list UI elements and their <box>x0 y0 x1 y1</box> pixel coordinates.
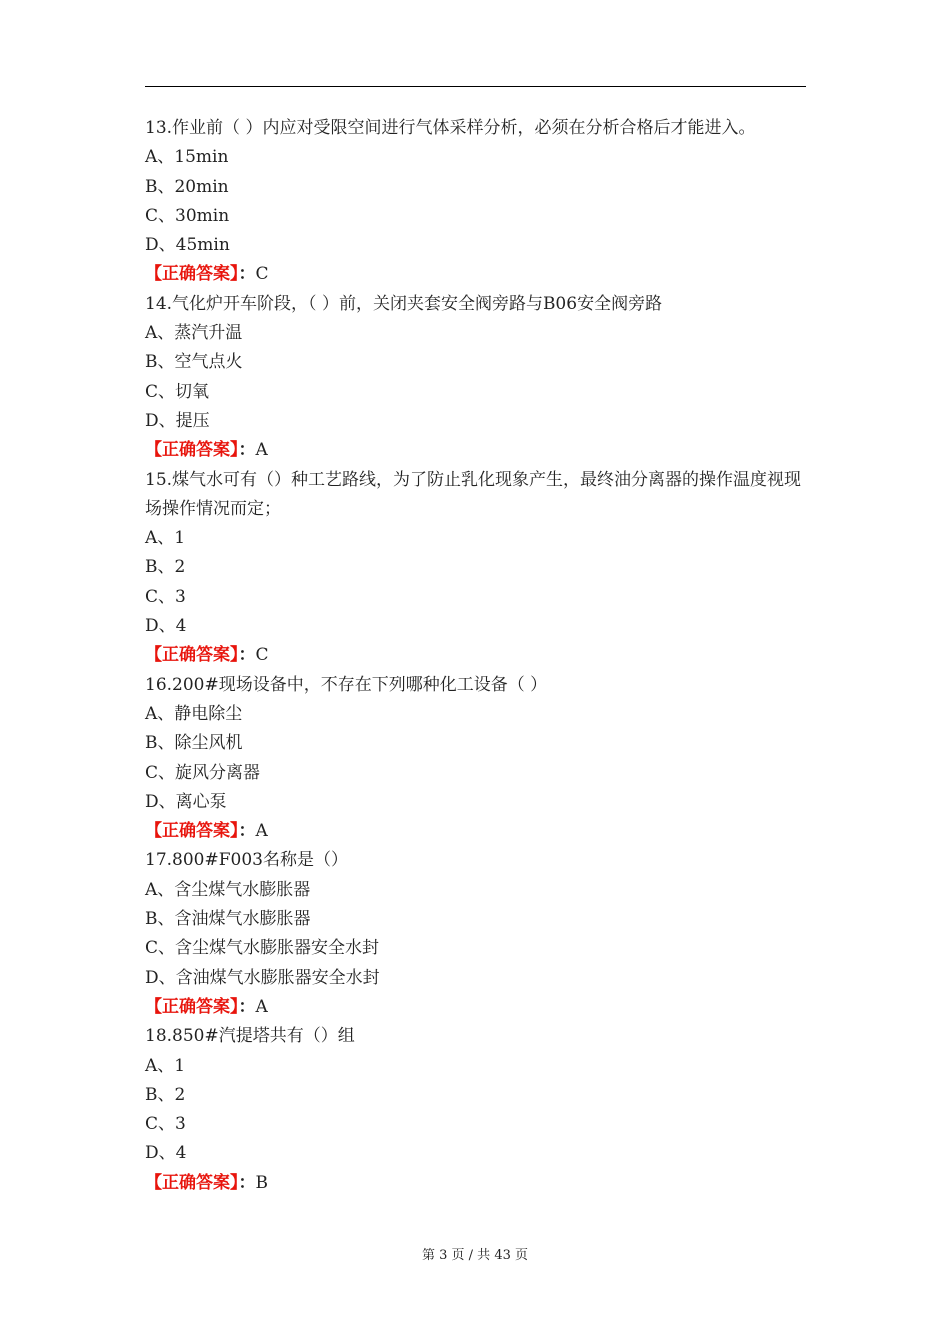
answer-line <box>145 1169 810 1198</box>
question-13 <box>145 114 810 290</box>
answer-label: 【正确答案】 <box>145 996 239 1017</box>
option-c: C、旋风分离器 <box>145 762 261 783</box>
option-d: D、离心泵 <box>145 791 227 812</box>
answer-label: 【正确答案】 <box>145 264 239 285</box>
answer-line <box>145 260 810 289</box>
option-a: A、静电除尘 <box>145 703 243 724</box>
option-d: D、4 <box>145 616 187 637</box>
option-b: B、2 <box>145 557 186 578</box>
answer-label: 【正确答案】 <box>145 821 239 842</box>
question-16 <box>145 671 810 847</box>
answer-line <box>145 641 810 670</box>
question-stem: 15.煤气水可有（）种工艺路线，为了防止乳化现象产生，最终油分离器的操作温度视现场操作情况而定； <box>145 469 802 519</box>
answer-value: C <box>255 645 269 666</box>
question-17 <box>145 846 810 1022</box>
question-14 <box>145 290 810 466</box>
answer-label: 【正确答案】 <box>145 645 239 666</box>
answer-label: 【正确答案】 <box>145 440 239 461</box>
option-c: C、3 <box>145 586 186 607</box>
option-d: D、含油煤气水膨胀器安全水封 <box>145 967 380 988</box>
option-b: B、含油煤气水膨胀器 <box>145 909 311 930</box>
answer-line <box>145 436 810 465</box>
option-a: A、15min <box>145 147 229 168</box>
question-18 <box>145 1022 810 1198</box>
answer-line <box>145 993 810 1022</box>
option-d: D、提压 <box>145 410 210 431</box>
option-b: B、20min <box>145 176 229 197</box>
option-a: A、蒸汽升温 <box>145 323 243 344</box>
question-list <box>145 114 810 1198</box>
answer-label: 【正确答案】 <box>145 1172 239 1193</box>
question-stem: 18.850#汽提塔共有（）组 <box>145 1026 355 1047</box>
question-15 <box>145 466 810 671</box>
answer-separator: ： <box>238 645 256 666</box>
answer-value: A <box>255 440 268 461</box>
option-b: B、除尘风机 <box>145 733 243 754</box>
page-number: 第 3 页 / 共 43 页 <box>422 1248 528 1263</box>
answer-value: B <box>255 1172 268 1193</box>
option-b: B、空气点火 <box>145 352 243 373</box>
question-stem: 13.作业前（ ）内应对受限空间进行气体采样分析，必须在分析合格后才能进入。 <box>145 118 756 138</box>
option-a: A、1 <box>145 1055 186 1076</box>
answer-value: C <box>255 264 269 285</box>
option-c: C、3 <box>145 1114 186 1135</box>
option-b: B、2 <box>145 1084 186 1105</box>
answer-line <box>145 817 810 846</box>
option-c: C、切氧 <box>145 381 210 402</box>
answer-value: A <box>255 821 268 842</box>
answer-separator: ： <box>238 996 256 1017</box>
option-c: C、含尘煤气水膨胀器安全水封 <box>145 938 380 959</box>
answer-separator: ： <box>238 1172 256 1193</box>
question-stem: 17.800#F003名称是（） <box>145 850 348 871</box>
option-c: C、30min <box>145 205 230 226</box>
answer-value: A <box>255 996 268 1017</box>
answer-separator: ： <box>238 440 256 461</box>
question-stem: 14.气化炉开车阶段，（ ）前，关闭夹套安全阀旁路与B06安全阀旁路 <box>145 293 663 314</box>
option-d: D、45min <box>145 235 230 256</box>
header-rule <box>145 86 806 87</box>
option-d: D、4 <box>145 1143 187 1164</box>
answer-separator: ： <box>238 264 256 285</box>
option-a: A、含尘煤气水膨胀器 <box>145 879 311 900</box>
option-a: A、1 <box>145 528 186 549</box>
question-stem: 16.200#现场设备中，不存在下列哪种化工设备（ ） <box>145 674 548 695</box>
answer-separator: ： <box>238 821 256 842</box>
